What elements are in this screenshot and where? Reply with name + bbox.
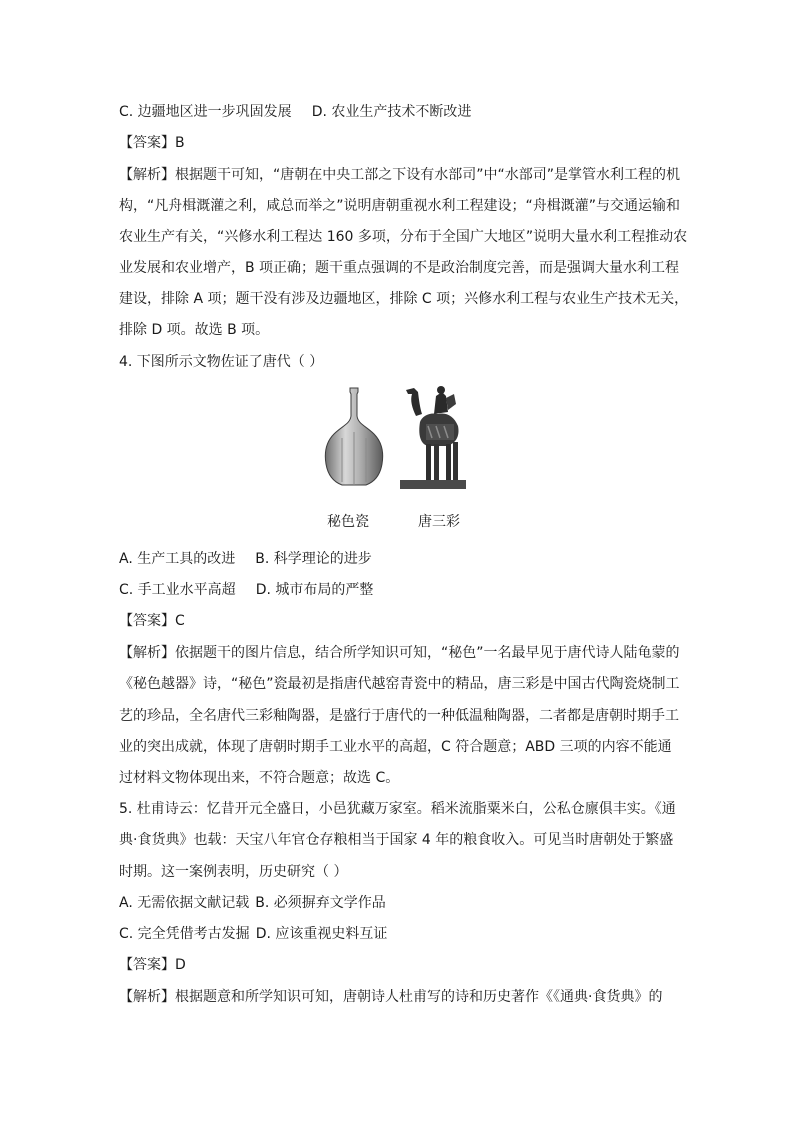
- q3-option-d: D. 农业生产技术不断改进: [311, 104, 472, 120]
- q3-analysis-line-6: 排除 D 项。故选 B 项。: [119, 322, 270, 338]
- q4-stem: 4. 下图所示文物佐证了唐代（ ）: [119, 354, 324, 370]
- q3-options-cd: [119, 102, 471, 122]
- q5-option-b: B. 必须摒弃文学作品: [255, 895, 386, 911]
- caption-secret-color-porcelain: 秘色瓷: [327, 514, 369, 530]
- q3-answer: 【答案】B: [119, 135, 185, 151]
- q5-stem-line-3: 时期。这一案例表明，历史研究（ ）: [119, 864, 348, 880]
- q4-option-a: A. 生产工具的改进: [119, 551, 236, 567]
- q3-analysis-line-4: 业发展和农业增产，B 项正确；题干重点强调的不是政治制度完善，而是强调大量水利工程: [119, 260, 680, 276]
- q5-analysis-line-1: 【解析】根据题意和所学知识可知，唐朝诗人杜甫写的诗和历史著作《《通典·食货典》的: [119, 989, 663, 1005]
- q5-answer: 【答案】D: [119, 957, 186, 973]
- q5-option-a: A. 无需依据文献记载: [119, 895, 250, 911]
- q4-answer: 【答案】C: [119, 613, 185, 629]
- q4-options-ab: [119, 549, 372, 569]
- q3-analysis-line-2: 构，“凡舟楫溉灌之利，咸总而举之”说明唐朝重视水利工程建设；“舟楫溉灌”与交通运输和: [119, 198, 681, 214]
- q5-stem-line-1: 5. 杜甫诗云：忆昔开元全盛日，小邑犹藏万家室。稻米流脂粟米白，公私仓廪俱丰实。《通: [119, 801, 676, 817]
- q5-options-ab: [119, 893, 386, 913]
- q4-options-cd: [119, 580, 373, 600]
- q4-option-d: D. 城市布局的严整: [255, 582, 374, 598]
- q4-analysis-line-4: 业的突出成就，体现了唐朝时期手工业水平的高超，C 符合题意；ABD 三项的内容不能通: [119, 739, 672, 755]
- tang-sancai-camel-image: [398, 382, 468, 490]
- vase-image: [322, 386, 386, 488]
- q5-option-d: D. 应该重视史料互证: [255, 926, 388, 942]
- q5-option-c: C. 完全凭借考古发掘: [119, 926, 250, 942]
- q4-option-c: C. 手工业水平高超: [119, 582, 236, 598]
- q3-analysis-line-1: 【解析】根据题干可知，“唐朝在中央工部之下设有水部司”中“水部司”是掌管水利工程的机: [119, 167, 681, 183]
- q3-option-c: C. 边疆地区进一步巩固发展: [119, 104, 292, 120]
- q3-analysis-line-3: 农业生产有关，“兴修水利工程达 160 多项，分布于全国广大地区”说明大量水利工程推动农: [119, 229, 688, 245]
- q3-analysis-line-5: 建设，排除 A 项；题干没有涉及边疆地区，排除 C 项；兴修水利工程与农业生产技术无关，: [119, 291, 689, 307]
- q4-analysis-line-5: 过材料文物体现出来，不符合题意；故选 C。: [119, 770, 400, 786]
- q4-analysis-line-1: 【解析】依据题干的图片信息，结合所学知识可知，“秘色”一名最早见于唐代诗人陆龟蒙的: [119, 645, 680, 661]
- q4-analysis-line-3: 艺的珍品，全名唐代三彩釉陶器，是盛行于唐代的一种低温釉陶器，二者都是唐朝时期手工: [119, 708, 679, 724]
- caption-tang-sancai: 唐三彩: [418, 514, 460, 530]
- q4-option-b: B. 科学理论的进步: [255, 551, 372, 567]
- q5-options-cd: [119, 924, 387, 944]
- q4-analysis-line-2: 《秘色越器》诗，“秘色”瓷最初是指唐代越窑青瓷中的精品，唐三彩是中国古代陶瓷烧制工: [119, 676, 680, 692]
- q5-stem-line-2: 典·食货典》也载：天宝八年官仓存粮相当于国家 4 年的粮食收入。可见当时唐朝处于繁盛: [119, 832, 674, 848]
